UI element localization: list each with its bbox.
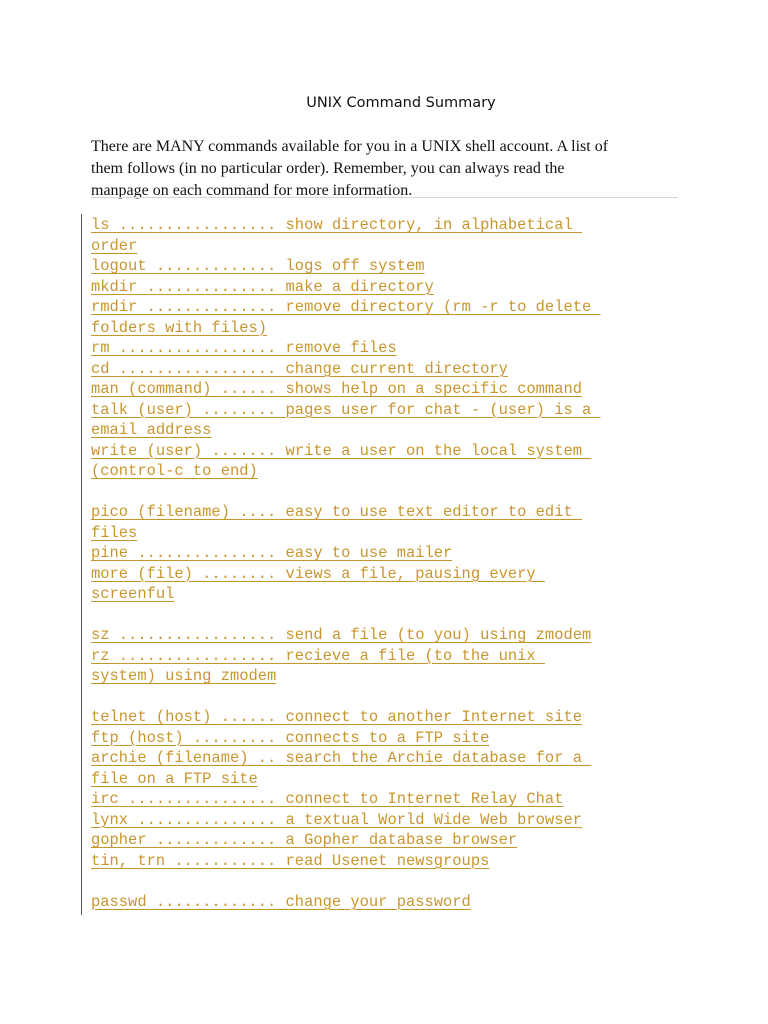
command-link[interactable]: email address bbox=[91, 421, 212, 439]
command-entry bbox=[91, 256, 601, 277]
command-link[interactable]: folders with files) bbox=[91, 318, 268, 337]
command-link[interactable]: pico (filename) .... easy to use text editor to edit bbox=[91, 503, 582, 521]
command-entry bbox=[91, 810, 601, 831]
command-link[interactable]: passwd ............. change your password bbox=[91, 892, 471, 911]
command-entry bbox=[91, 625, 601, 646]
command-link[interactable]: ls ................. show directory, in alphabetical bbox=[91, 216, 582, 234]
command-link[interactable]: (control-c to end) bbox=[91, 462, 258, 480]
command-link[interactable]: ftp (host) ......... connects to a FTP site bbox=[91, 728, 490, 747]
command-link[interactable]: order bbox=[91, 236, 138, 255]
command-entry bbox=[91, 441, 601, 482]
command-entry bbox=[91, 564, 601, 605]
page-title: UNIX Command Summary bbox=[306, 95, 496, 111]
intro-line: There are MANY commands available for you in a UNIX shell account. A list of bbox=[91, 138, 609, 155]
command-entry bbox=[91, 502, 601, 543]
command-entry bbox=[91, 338, 601, 359]
intro-line: manpage on each command for more information. bbox=[91, 182, 413, 199]
command-link[interactable]: file on a FTP site bbox=[91, 769, 258, 788]
command-link[interactable]: logout ............. logs off system bbox=[91, 257, 425, 275]
command-link[interactable]: telnet (host) ...... connect to another Internet site bbox=[91, 708, 582, 726]
command-entry bbox=[91, 728, 601, 749]
command-link[interactable]: talk (user) ........ pages user for chat - (user) is a bbox=[91, 400, 601, 419]
command-link[interactable]: write (user) ....... write a user on the local system bbox=[91, 441, 592, 460]
command-link[interactable]: files bbox=[91, 523, 138, 542]
command-entry bbox=[91, 707, 601, 728]
command-entry bbox=[91, 379, 601, 400]
command-entry bbox=[91, 215, 601, 256]
command-entry bbox=[91, 748, 601, 789]
command-link[interactable]: pine ............... easy to use mailer bbox=[91, 544, 453, 562]
blockquote-bar bbox=[81, 214, 82, 915]
command-link[interactable]: lynx ............... a textual World Wide Web browser bbox=[91, 810, 582, 829]
command-link[interactable]: system) using zmodem bbox=[91, 667, 277, 685]
command-entry bbox=[91, 851, 601, 872]
command-link[interactable]: sz ................. send a file (to you) using zmodem bbox=[91, 626, 592, 644]
command-entry bbox=[91, 359, 601, 380]
command-link[interactable]: rm ................. remove files bbox=[91, 339, 397, 357]
command-link[interactable]: screenful bbox=[91, 585, 175, 603]
command-entry bbox=[91, 892, 601, 913]
command-link[interactable]: more (file) ........ views a file, pausing every bbox=[91, 564, 545, 583]
command-entry bbox=[91, 400, 601, 441]
command-entry bbox=[91, 277, 601, 298]
command-link[interactable]: mkdir .............. make a directory bbox=[91, 277, 434, 296]
command-link[interactable]: man (command) ...... shows help on a specific command bbox=[91, 380, 582, 398]
command-link[interactable]: archie (filename) .. search the Archie database for a bbox=[91, 749, 592, 767]
intro-paragraph bbox=[91, 136, 681, 202]
intro-line: them follows (in no particular order). Remember, you can always read the bbox=[91, 160, 565, 177]
command-link[interactable]: rmdir .............. remove directory (rm -r to delete bbox=[91, 298, 601, 316]
command-entry bbox=[91, 297, 601, 338]
command-entry bbox=[91, 789, 601, 810]
horizontal-divider bbox=[91, 197, 678, 198]
command-link[interactable]: tin, trn ........... read Usenet newsgroups bbox=[91, 851, 490, 870]
command-entry bbox=[91, 830, 601, 851]
command-list bbox=[91, 215, 601, 912]
command-entry bbox=[91, 646, 601, 687]
command-link[interactable]: irc ................ connect to Internet Relay Chat bbox=[91, 790, 564, 808]
command-link[interactable]: rz ................. recieve a file (to the unix bbox=[91, 646, 545, 665]
command-link[interactable]: cd ................. change current directory bbox=[91, 359, 508, 378]
command-entry bbox=[91, 543, 601, 564]
command-link[interactable]: gopher ............. a Gopher database browser bbox=[91, 831, 518, 849]
